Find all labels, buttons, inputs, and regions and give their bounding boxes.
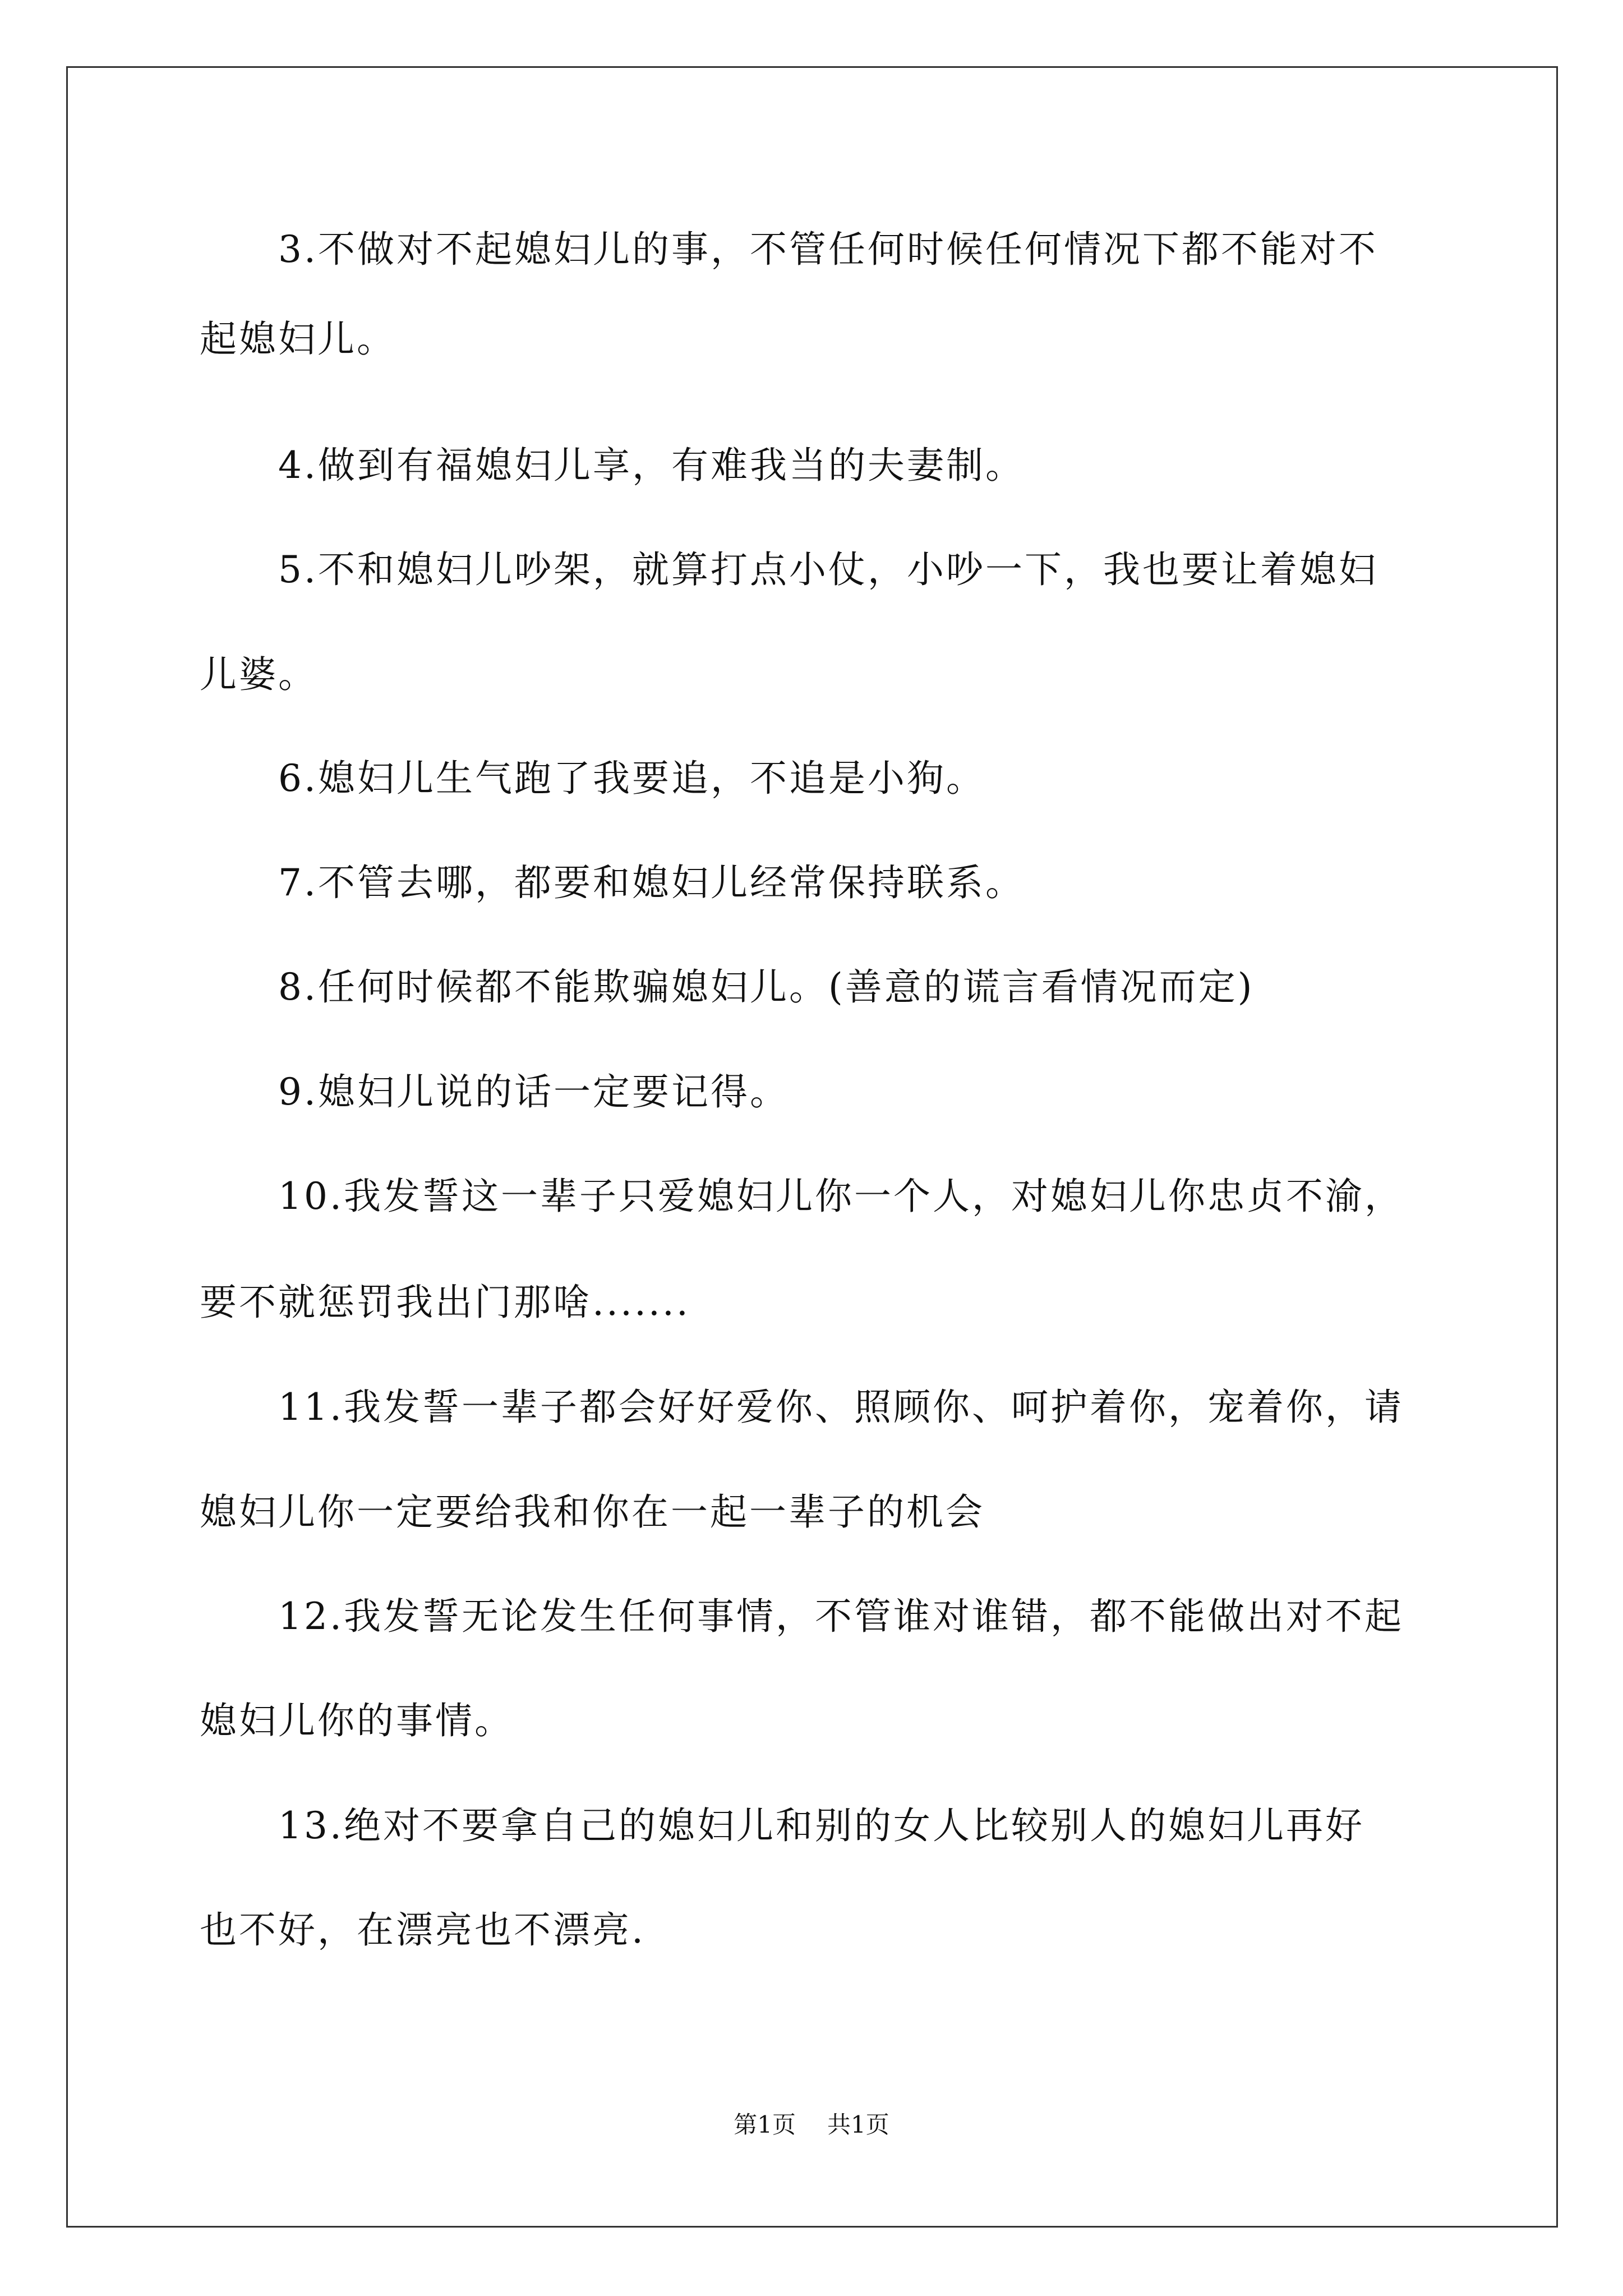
paragraph-4-line-1: 4.做到有福媳妇儿享，有难我当的夫妻制。 [278, 444, 1025, 487]
paragraph-12-line-2: 媳妇儿你的事情。 [200, 1699, 514, 1742]
page-border [66, 66, 1558, 2228]
paragraph-10-line-2: 要不就惩罚我出门那啥....... [200, 1281, 690, 1324]
paragraph-13-line-1: 13.绝对不要拿自己的媳妇儿和别的女人比较别人的媳妇儿再好 [278, 1804, 1364, 1847]
page-number: 第1页 [734, 2111, 796, 2138]
paragraph-6-line-1: 6.媳妇儿生气跑了我要追，不追是小狗。 [278, 757, 985, 800]
page-footer [0, 2108, 1623, 2142]
paragraph-12-line-1: 12.我发誓无论发生任何事情，不管谁对谁错，都不能做出对不起 [278, 1595, 1404, 1638]
paragraph-3-line-2: 起媳妇儿。 [200, 318, 396, 361]
paragraph-8-line-1: 8.任何时候都不能欺骗媳妇儿。(善意的谎言看情况而定) [278, 965, 1255, 1009]
paragraph-7-line-1: 7.不管去哪，都要和媳妇儿经常保持联系。 [278, 861, 1025, 904]
paragraph-13-line-2: 也不好，在漂亮也不漂亮. [200, 1908, 645, 1952]
paragraph-3-line-1: 3.不做对不起媳妇儿的事，不管任何时候任何情况下都不能对不 [278, 228, 1378, 271]
page-total: 共1页 [827, 2111, 889, 2138]
paragraph-10-line-1: 10.我发誓这一辈子只爱媳妇儿你一个人，对媳妇儿你忠贞不渝， [278, 1175, 1404, 1218]
paragraph-5-line-2: 儿婆。 [200, 653, 317, 696]
paragraph-11-line-2: 媳妇儿你一定要给我和你在一起一辈子的机会 [200, 1490, 985, 1534]
paragraph-5-line-1: 5.不和媳妇儿吵架，就算打点小仗，小吵一下，我也要让着媳妇 [278, 548, 1378, 591]
paragraph-9-line-1: 9.媳妇儿说的话一定要记得。 [278, 1070, 789, 1114]
paragraph-11-line-1: 11.我发誓一辈子都会好好爱你、照顾你、呵护着你，宠着你，请 [278, 1386, 1404, 1429]
